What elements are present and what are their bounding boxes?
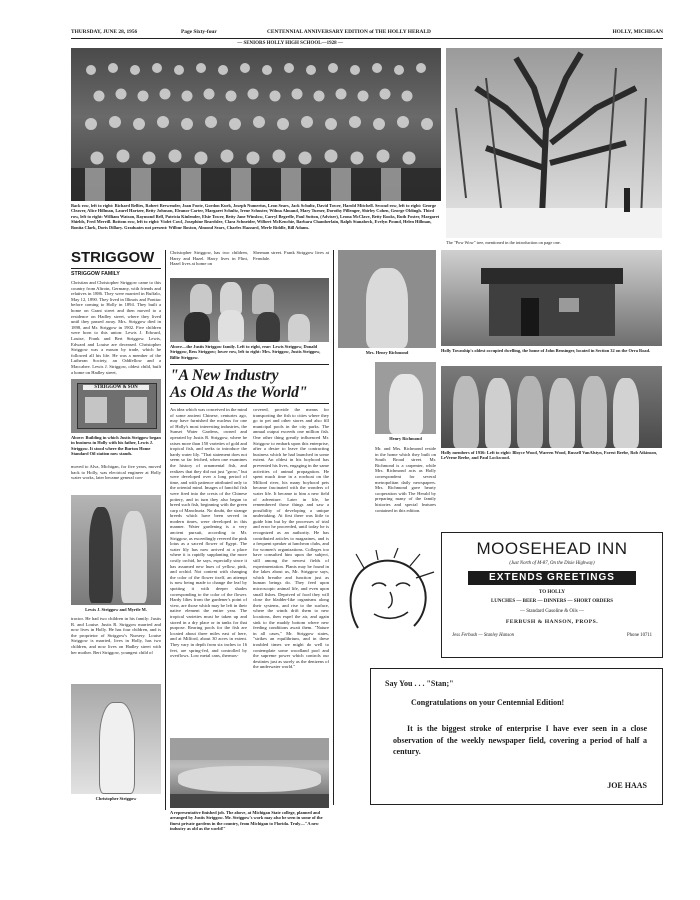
column-divider [165, 250, 166, 810]
couple-caption: Lewis J. Striggow and Myrtle M. [85, 607, 147, 612]
tree-illustration [446, 48, 662, 238]
top-banner: — SENIORS HOLLY HIGH SCHOOL—1928 — [237, 41, 343, 46]
members-1936-photo [441, 366, 662, 448]
header-date: THURSDAY, JUNE 28, 1956 [71, 29, 138, 35]
haas-line-2: It is the biggest stroke of enterprise I have ever seen in a close observation of the weekly newspaper field, covering a period of half a century. [393, 724, 647, 756]
store-window [125, 397, 147, 423]
cartoon-drawing [338, 548, 436, 638]
ad-location: (Just North of M-87, On the Dixie Highway) [509, 561, 595, 566]
garden-pond [178, 766, 321, 792]
garden-ground [170, 794, 329, 808]
ad-owner-names: Jess Ferbush — Stanley Hanson [452, 633, 515, 638]
striggow-body-3: tractor. He had two children in his family: Justis R. and Louise. Justis R. Striggow married and now lives in Holly. He has four children, and is the proprietor of Striggow's Nursery. Louise Striggow is married, lives in Holly, has two children, and now lives on Hadley street with her mother. Bert Striggow, youngest child of [71, 616, 161, 655]
header-place: HOLLY, MICHIGAN [612, 29, 663, 35]
water-garden-caption: A representative finished job. The above, at Michigan State college, planned and arranged by Justis Striggow. Mr. Striggow's work may also be seen in some of the finest private gardens in the country, from Michigan to Florida. Truly—"A new industry as old as the world!" [170, 810, 323, 832]
justis-family-photo [170, 278, 329, 342]
industry-col-b: covered, provide the means for transporting the fish to cities where they go to pet and other stores and also fill municipal pools in the city parks. The annual output exceeds one million fish. One other thing greatly influenced Mr. Striggow to embark upon this enterprise, after a desire to leave the contracting business which he had launched in some extent. An oldest in his boyhood has prevented his lives, engaging in the same activities of animal propagation. He spent much time in a rowboat on the Milford river, his many boyhood pets became fascinated with the wonders of water life. It became to him a new field of adventure. Later in life, he remembered those things and saw a possibility of developing a unique undertaking. At first there was little to guide him but by the processes of trial and error he proceeded, until today he is recognized as an authority. He has contributed articles to magazines, and is a frequent speaker at luncheon clubs, and for women's organizations. Colleges too have consulted him upon the subject, still among the newest fields of experimentation. Plants may be found in the lakes about us, Mr. Striggow says, which breathe and function just as human beings do. They feed upon microscopic animal life, and even upon small fishes. Deprived of food they will close the bladder-like organisms along their systems, and rise to the surface, where the winds drift them to new locations, then expel the air, and again sink to the muddy bottom where new feeding conditions await them. "Nature in all cases," Mr. Striggow states, "strikes an equilibrium, and in these troubled times we might do well to contemplate some woodland pool and the supreme power which controls our destinies just as surely as the denizens of the underwater world." [253, 407, 329, 670]
couple-person [89, 507, 113, 603]
member-person [485, 378, 511, 448]
store-sign: STRIGGOW & SON [83, 385, 149, 390]
cabin-wall [489, 280, 615, 336]
industry-headline-2: As Old As the World" [170, 384, 308, 401]
striggow-store-photo [71, 379, 161, 433]
portrait-person [99, 702, 135, 794]
mrs-richmond-figure [366, 268, 408, 348]
family-person [184, 312, 210, 342]
store-caption: Above: Building in which Justis Striggow began in business in Holly with his father, Lewis J. Striggow. It stood where the Burton Home Standard Oil station now stands. [71, 435, 161, 457]
moosehead-ad [441, 532, 663, 658]
henry-richmond-figure [389, 374, 423, 434]
class-photo-people [71, 48, 441, 201]
striggow-col3-top: Sherman street. Frank Striggow lives at Ferndale. [253, 250, 329, 261]
striggow-rule [71, 268, 161, 269]
headline-rule-top [170, 364, 329, 365]
couple-person [121, 511, 147, 603]
garden-sky [170, 738, 329, 760]
ad-service: — Standard Gasoline & Oils — [519, 609, 585, 614]
pow-wow-tree-photo [446, 48, 662, 238]
striggow-title: STRIGGOW [71, 249, 155, 266]
family-caption: Above—the Justis Striggow family. Left to right, rear: Lewis Striggow, Donald Striggow, Bess Striggow; lower row, left to right: Mrs. Striggow, Justis Striggow, Billie Striggow. [170, 344, 321, 360]
haas-box [370, 668, 663, 805]
striggow-col2-top: Christopher Striggow, has two children, Harry and Hazel. Harry lives in Flint, Hazel lives at home on [170, 250, 248, 267]
family-person [256, 312, 280, 342]
haas-signature: JOE HAAS [607, 781, 647, 790]
water-garden-photo [170, 738, 329, 808]
cabin-photo [441, 250, 662, 346]
class-photo [71, 48, 441, 201]
member-person [453, 376, 479, 448]
mrs-richmond-caption: Mrs. Henry Richmond [365, 350, 409, 355]
headline-rule-bottom [170, 403, 329, 404]
haas-line-1: Congratulations on your Centennial Edition! [411, 698, 565, 707]
member-person [517, 376, 543, 448]
haas-say: Say You . . . "Stan;" [385, 679, 454, 688]
ad-phone: Phone 10711 [626, 633, 652, 638]
henry-richmond-caption: Henry Richmond [389, 436, 422, 441]
cabin-window [559, 298, 579, 312]
cabin-caption: Holly Township's oldest occupied dwelling, the home of John Bensinger, located in Section 32 on the Orra Road. [441, 348, 651, 353]
member-person [613, 378, 639, 448]
cabin-roof [481, 268, 623, 284]
henry-richmond-photo [375, 362, 436, 434]
striggow-subtitle: STRIGGOW FAMILY [71, 271, 120, 277]
richmond-body: Mr. and Mrs. Richmond reside in the home which they built on South Broad street. Mr. Richmond is a carpenter, while Mrs. Richmond acts as Holly correspondent for several metropolitan daily newspapers. Mrs. Richmond gave hearty cooperation with The Herald by preparing many of the family histories and special features contained in this edition. [375, 446, 436, 513]
striggow-body-2: moved to Alva, Michigan, for five years, moved back to Holly, was electrical engineer at Holly water works, later became general con- [71, 464, 161, 481]
family-person [190, 284, 212, 314]
cartoon-face-icon [338, 548, 436, 638]
industry-col-a: An idea which was conceived in the mind of some ancient Chinese, centuries ago, may have furnished the nucleus for one of Holly's most interesting industries, the Sunset Water Gardens, owned and operated by Justis R. Striggow, where he raises more than 150 varieties of gold and tropical fish, and seeks to introduce the hardy water lily. "That statement does not seem so far fetched, when one examines the history of ornamental fish, and realizes that they did not just "grow," but were developed over a long period of time, and with patience attributed only to the oriental mind. Images of fanciful fish were fired into the crests of the Chinese pottery, and in turn they also began to breed such fish, beginning with the green carp of Manchuria. No doubt, the strange breeds which have been served in modern times, were developed in this manner. Water gardening is a very ancient pursuit, according to Mr. Striggow, as exceedingly revered the pink lotus as a sacred flower of Egypt. The water lily has now arrived at a place where it is rapidly supplanting the more costly orchid, he says, especially since it has assumed new hues of yellow, pink, and orchid. Not content with changing the color of the flower itself, an attempt is now being made to change the leaf by spotting it with deeper shades corresponding to the color of the flower. Hardy lilies from the gardener's point of view, are those which may be left in their native element the entire year. The tropical varieties must be taken up and stored in a dry place or in tanks for that purpose. Rearing pools for the fish are located about three miles east of here, and at Milford, about 30 acres in extent. They vary in depth from six inches to 16 feet, are spring-fed, and controlled by overflows. Low metal cans, thermos- [170, 407, 247, 659]
family-person [252, 284, 274, 314]
family-person [288, 314, 310, 342]
cabin-door [521, 298, 539, 336]
christopher-portrait [71, 684, 161, 794]
mrs-richmond-photo [338, 250, 436, 348]
members-caption: Holly members of 1936: Left to right: Bloyce Wood, Warren Wood, Russell VanAlstyn, Forest Beebe, Rob Atkinson, LeVerne Beebe, and Paul Lockwood. [441, 450, 658, 461]
header-page: Page Sixty-four [181, 29, 217, 35]
ad-name: MOOSEHEAD INN [476, 539, 628, 558]
member-person [581, 376, 607, 448]
ad-owners: FERBUSH & HANSON, PROPS. [505, 619, 599, 625]
family-person [218, 310, 244, 342]
member-person [549, 378, 575, 448]
portrait-caption: Christopher Striggow [95, 796, 137, 801]
couple-photo [71, 495, 161, 605]
column-divider [333, 250, 334, 805]
class-photo-caption: Back row, left to right: Richard Bellies, Robert Brewender, Joan Foote, Gordon Kurk, Joseph Numerius, Leon Sears, Jack Schultz, David Tower, Harold Mitchell. Second row, left to right: George Cleaver, Alice Hillman, Laurel Hartzer, Betty Johnson, Eleanor Carter, Margaret Schultz, Irene Schuster, Wilma Almand, Mary Turner, Dorothy Pillenger, Shirley Cohen, George Oldingh. Third row, left to right: William Watson, Raymond Bell, Patricia Kinlender, Elsie Tower, Betty Jane Winslow, Carryl Begrelle, Paul Sutton, (Adviser), Leona McClave, Betty Rooks, Ruth Foster, Margaret Shields, Fred Merrill. Bottom row, left to right: Violet Cowl, Josephine Beardslee, Clara Schneider, Wilbert McKenchie, Barbara Chamberlain, Ralph Stanabeck, Evelyn Pound, Helen Hillman, Bonita Clark, Doris Dillary. Graduates not present: Wilbur Boston, Almond Sears, Charles Hazzard, Merle Riddle, Bill Adams. [71, 203, 440, 230]
striggow-body-1: Christian and Christopher Striggow came to this country from Altroin, Germany, with friends and relatives in 1886. They were married in Buffalo, May 12, 1890. They lived in Illinois and Pontiac before coming to Holly in 1894. They built a home on Grant street and then moved to a residence on Hadley street, where they lived until they passed away. Mrs. Striggow died in 1898, and Mr. Striggow in 1902. Five children were born to this union: Lewis J. Edward, Louise, Frank and Bert Striggow. Lewis, Edward and Louise are deceased. Christopher Striggow was a mason by trade, which he followed all his life. He was a member of the Lutheran Society, an Oddfellow and a Maccabee. Lewis J. Striggow, oldest child, built a home on Hadley street, [71, 280, 161, 375]
header-edition: CENTENNIAL ANNIVERSARY EDITION of THE HOLLY HERALD [267, 29, 431, 35]
ad-to: TO HOLLY [539, 590, 565, 595]
header-rule [71, 38, 663, 39]
industry-headline-1: "A New Industry [170, 367, 279, 384]
ad-menu: LUNCHES — BEER — DINNERS — SHORT ORDERS [490, 599, 614, 604]
store-window [85, 397, 107, 423]
ad-banner: EXTENDS GREETINGS [468, 571, 636, 585]
page-header [71, 27, 663, 37]
pow-wow-caption: The "Pow Wow" tree, mentioned in the introduction on page one. [446, 240, 561, 245]
